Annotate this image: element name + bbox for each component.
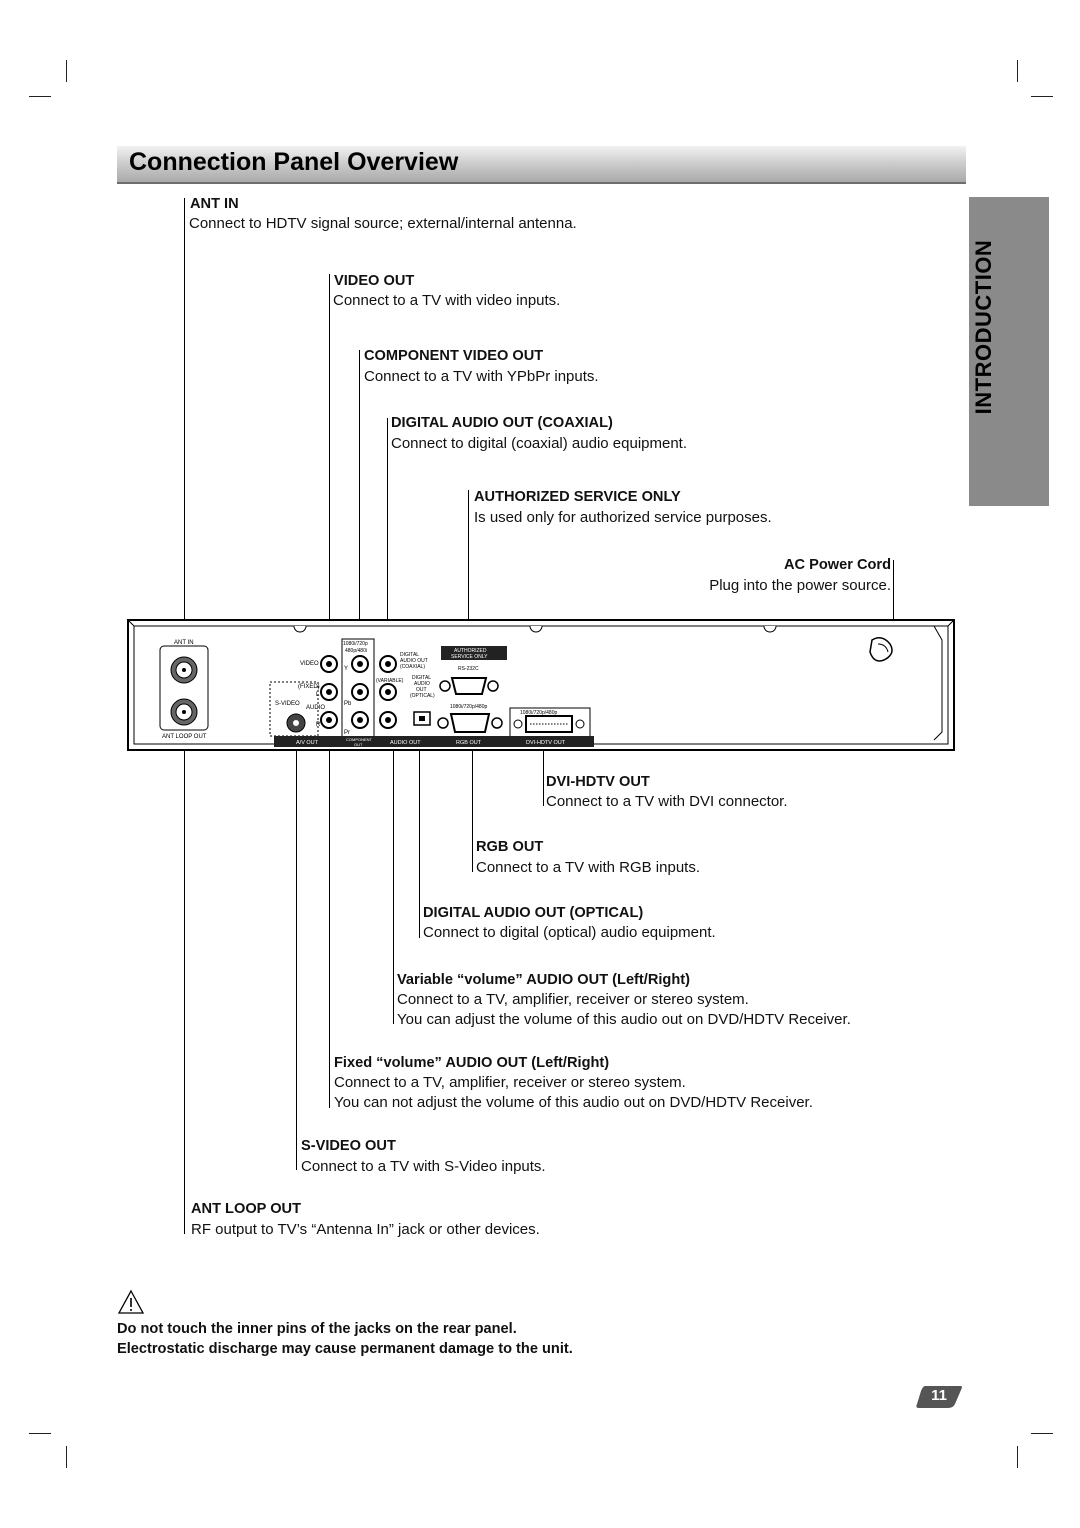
- callout-label-variable-audio: Variable “volume” AUDIO OUT (Left/Right): [397, 972, 690, 988]
- strip-label-audio-out: AUDIO OUT: [390, 740, 421, 746]
- warning-line-1: Do not touch the inner pins of the jacks on the rear panel.: [117, 1321, 517, 1337]
- panel-label-authorized: AUTHORIZED: [454, 648, 487, 654]
- callout-desc-digital-optical: Connect to digital (optical) audio equipment.: [423, 924, 716, 941]
- callout-label-video-out: VIDEO OUT: [334, 273, 415, 289]
- callout-label-ant-in: ANT IN: [190, 196, 239, 212]
- panel-label-optical: (OPTICAL): [410, 693, 435, 699]
- s-video-jack: [287, 714, 305, 732]
- rear-panel-diagram: [120, 616, 960, 756]
- panel-label-y: Y: [344, 666, 349, 672]
- strip-label-av-out: A/V OUT: [296, 740, 319, 746]
- callout-desc-ant-in: Connect to HDTV signal source; external/internal antenna.: [189, 215, 577, 232]
- panel-label-ant-loop-out: ANT LOOP OUT: [162, 734, 207, 740]
- optical-jack: [414, 712, 430, 725]
- crop-mark: [1031, 96, 1053, 97]
- fixed-audio-l-jack: [321, 684, 337, 700]
- callout-label-component-video-out: COMPONENT VIDEO OUT: [364, 348, 544, 364]
- component-pb-jack: [352, 684, 368, 700]
- panel-label-audio-out-1: AUDIO OUT: [400, 658, 428, 664]
- callout-desc-fixed-audio: Connect to a TV, amplifier, receiver or stereo system.: [334, 1074, 686, 1091]
- callout-desc-rgb-out: Connect to a TV with RGB inputs.: [476, 859, 700, 876]
- panel-label-out-2: OUT: [416, 687, 427, 693]
- callout-label-rgb-out: RGB OUT: [476, 839, 544, 855]
- leader-line: [393, 728, 394, 1024]
- panel-label-variable: (VARIABLE): [376, 678, 404, 684]
- side-tab-label: INTRODUCTION: [971, 239, 996, 415]
- panel-label-pb: Pb: [344, 701, 352, 707]
- panel-label-r: R: [316, 722, 321, 728]
- panel-label-res-2: 480p/480i: [345, 648, 367, 654]
- page-number: 11: [931, 1387, 947, 1404]
- panel-label-coaxial: (COAXIAL): [400, 664, 426, 670]
- callout-label-dvi-hdtv-out: DVI-HDTV OUT: [546, 774, 650, 790]
- callout-desc-s-video-out: Connect to a TV with S-Video inputs.: [301, 1158, 546, 1175]
- strip-label-component-out: OUT: [354, 742, 363, 747]
- panel-label-s-video: S-VIDEO: [275, 701, 300, 707]
- callout-desc-digital-coaxial: Connect to digital (coaxial) audio equipment.: [391, 435, 688, 452]
- warning-line-2: Electrostatic discharge may cause permanent damage to the unit.: [117, 1341, 573, 1357]
- callout-label-digital-optical: DIGITAL AUDIO OUT (OPTICAL): [423, 905, 644, 921]
- page-title: Connection Panel Overview: [129, 148, 459, 176]
- leader-line: [184, 728, 185, 1234]
- leader-line: [419, 728, 420, 938]
- callout-label-ant-loop-out: ANT LOOP OUT: [191, 1201, 301, 1217]
- panel-label-digital-2: DIGITAL: [412, 675, 432, 681]
- panel-label-pr: Pr: [344, 730, 350, 736]
- leader-line: [329, 728, 330, 1108]
- callout-label-fixed-audio: Fixed “volume” AUDIO OUT (Left/Right): [334, 1055, 610, 1071]
- callout-desc-ac-power-cord: Plug into the power source.: [709, 577, 891, 594]
- panel-label-service-only: SERVICE ONLY: [451, 654, 488, 660]
- panel-label-video: VIDEO: [300, 661, 319, 667]
- crop-mark: [1017, 60, 1018, 82]
- video-out-jack: [321, 656, 337, 672]
- leader-line: [184, 198, 185, 668]
- strip-label-rgb-out: RGB OUT: [456, 740, 482, 746]
- variable-audio-l-jack: [380, 684, 396, 700]
- panel-label-audio-2: AUDIO: [414, 681, 430, 687]
- callout-desc2-variable-audio: You can adjust the volume of this audio out on DVD/HDTV Receiver.: [397, 1011, 851, 1028]
- panel-label-l: L: [316, 692, 320, 698]
- callout-desc-component-video-out: Connect to a TV with YPbPr inputs.: [364, 368, 599, 385]
- panel-label-res-3: 1080i/720p/480p: [450, 704, 488, 710]
- crop-mark: [29, 1433, 51, 1434]
- coaxial-jack: [380, 656, 396, 672]
- section-title-bar: [117, 146, 966, 184]
- callout-label-ac-power-cord: AC Power Cord: [783, 557, 891, 573]
- callout-desc-video-out: Connect to a TV with video inputs.: [333, 292, 561, 309]
- ant-in-jack: [171, 657, 197, 683]
- callout-label-authorized-service: AUTHORIZED SERVICE ONLY: [474, 489, 681, 505]
- crop-mark: [66, 1446, 67, 1468]
- component-pr-jack: [352, 712, 368, 728]
- variable-audio-r-jack: [380, 712, 396, 728]
- warning-icon: [117, 1289, 145, 1315]
- callout-desc-authorized-service: Is used only for authorized service purposes.: [474, 509, 772, 526]
- leader-line: [472, 740, 473, 872]
- callout-label-s-video-out: S-VIDEO OUT: [301, 1138, 396, 1154]
- panel-label-res-1: 1080i/720p: [343, 641, 368, 647]
- panel-label-audio: AUDIO: [306, 705, 326, 711]
- ant-loop-out-jack: [171, 699, 197, 725]
- callout-desc2-fixed-audio: You can not adjust the volume of this audio out on DVD/HDTV Receiver.: [334, 1094, 813, 1111]
- panel-label-fixed: (FIXED): [298, 684, 320, 690]
- crop-mark: [29, 96, 51, 97]
- fixed-audio-r-jack: [321, 712, 337, 728]
- component-y-jack: [352, 656, 368, 672]
- strip-label-component: COMPONENT: [346, 737, 372, 742]
- callout-desc-ant-loop-out: RF output to TV’s “Antenna In” jack or other devices.: [191, 1221, 540, 1238]
- crop-mark: [1017, 1446, 1018, 1468]
- callout-label-digital-coaxial: DIGITAL AUDIO OUT (COAXIAL): [391, 415, 613, 431]
- callout-desc-dvi-hdtv-out: Connect to a TV with DVI connector.: [546, 793, 788, 810]
- panel-label-digital-1: DIGITAL: [400, 652, 420, 658]
- crop-mark: [66, 60, 67, 82]
- crop-mark: [1031, 1433, 1053, 1434]
- page-number-badge: [915, 1385, 963, 1409]
- callout-desc-variable-audio: Connect to a TV, amplifier, receiver or stereo system.: [397, 991, 749, 1008]
- panel-label-res-4: 1080i/720p/480p: [520, 710, 558, 716]
- panel-label-ant-in: ANT IN: [174, 640, 194, 646]
- panel-label-rs232c: RS-232C: [458, 666, 479, 672]
- leader-line: [329, 274, 330, 662]
- side-tab: [969, 197, 1049, 506]
- strip-label-dvi-hdtv-out: DVI-HDTV OUT: [526, 740, 566, 746]
- leader-line: [296, 728, 297, 1170]
